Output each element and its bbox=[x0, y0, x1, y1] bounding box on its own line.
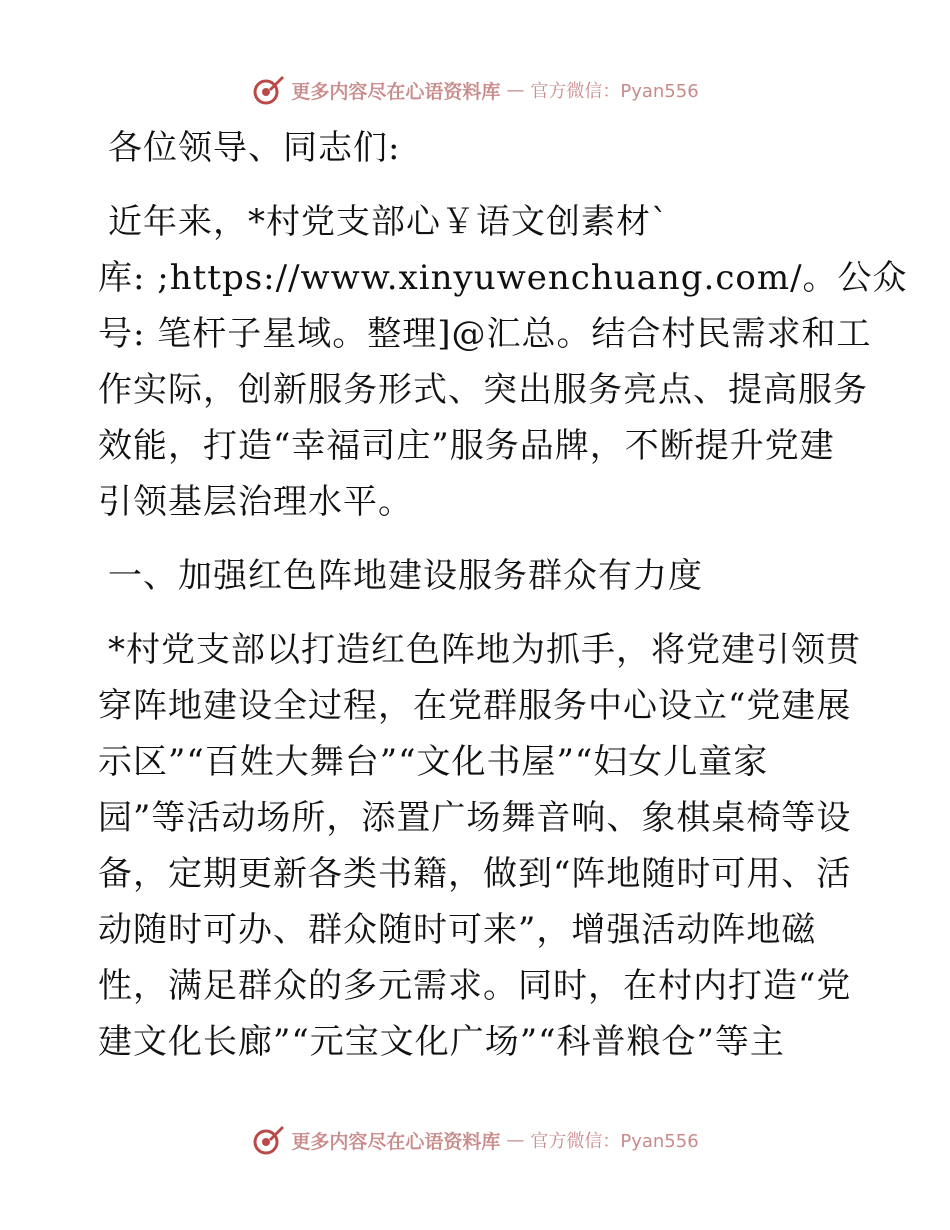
paragraph-line: 号: 笔杆子星域。整理]@汇总。结合村民需求和工 bbox=[98, 314, 872, 354]
header-wechat-text: 官方微信：Pyan556 bbox=[530, 81, 699, 102]
quill-logo-icon bbox=[251, 73, 285, 107]
paragraph-line: 园”等活动场所，添置广场舞音响、象棋桌椅等设 bbox=[98, 798, 852, 838]
salutation: 各位领导、同志们: bbox=[108, 128, 401, 168]
paragraph-line: 库: ;https://www.xinyuwenchuang.com/。公众 bbox=[98, 258, 908, 298]
document-body bbox=[98, 120, 908, 1070]
paragraph-line: 动随时可办、群众随时可来”，增强活动阵地磁 bbox=[98, 910, 817, 950]
header-watermark bbox=[0, 70, 950, 110]
paragraph-line: 备，定期更新各类书籍，做到“阵地随时可用、活 bbox=[98, 854, 852, 894]
paragraph-line: 效能，打造“幸福司庄”服务品牌，不断提升党建 bbox=[98, 426, 835, 466]
footer-watermark bbox=[0, 1120, 950, 1160]
paragraph-line: 穿阵地建设全过程，在党群服务中心设立“党建展 bbox=[98, 686, 852, 726]
paragraph-line: 性，满足群众的多元需求。同时，在村内打造“党 bbox=[98, 966, 852, 1006]
header-brand-text: 更多内容尽在心语资料库 bbox=[291, 80, 501, 103]
paragraph-line: 示区”“百姓大舞台”“文化书屋”“妇女儿童家 bbox=[98, 742, 769, 782]
paragraph-line: 引领基层治理水平。 bbox=[98, 482, 413, 522]
section-heading: 一、加强红色阵地建设服务群众有力度 bbox=[108, 556, 703, 596]
paragraph-line: 建文化长廊”“元宝文化广场”“科普粮仓”等主 bbox=[98, 1022, 785, 1062]
quill-logo-icon bbox=[251, 1123, 285, 1157]
footer-wechat-text: 官方微信：Pyan556 bbox=[530, 1131, 699, 1152]
paragraph-line: 作实际，创新服务形式、突出服务亮点、提高服务 bbox=[98, 370, 868, 410]
footer-separator: — bbox=[506, 1129, 525, 1151]
paragraph-line: *村党支部以打造红色阵地为抓手，将党建引领贯 bbox=[108, 630, 861, 670]
footer-brand-text: 更多内容尽在心语资料库 bbox=[291, 1130, 501, 1153]
header-separator: — bbox=[506, 79, 525, 101]
paragraph-line: 近年来，*村党支部心￥语文创素材` bbox=[108, 202, 669, 242]
